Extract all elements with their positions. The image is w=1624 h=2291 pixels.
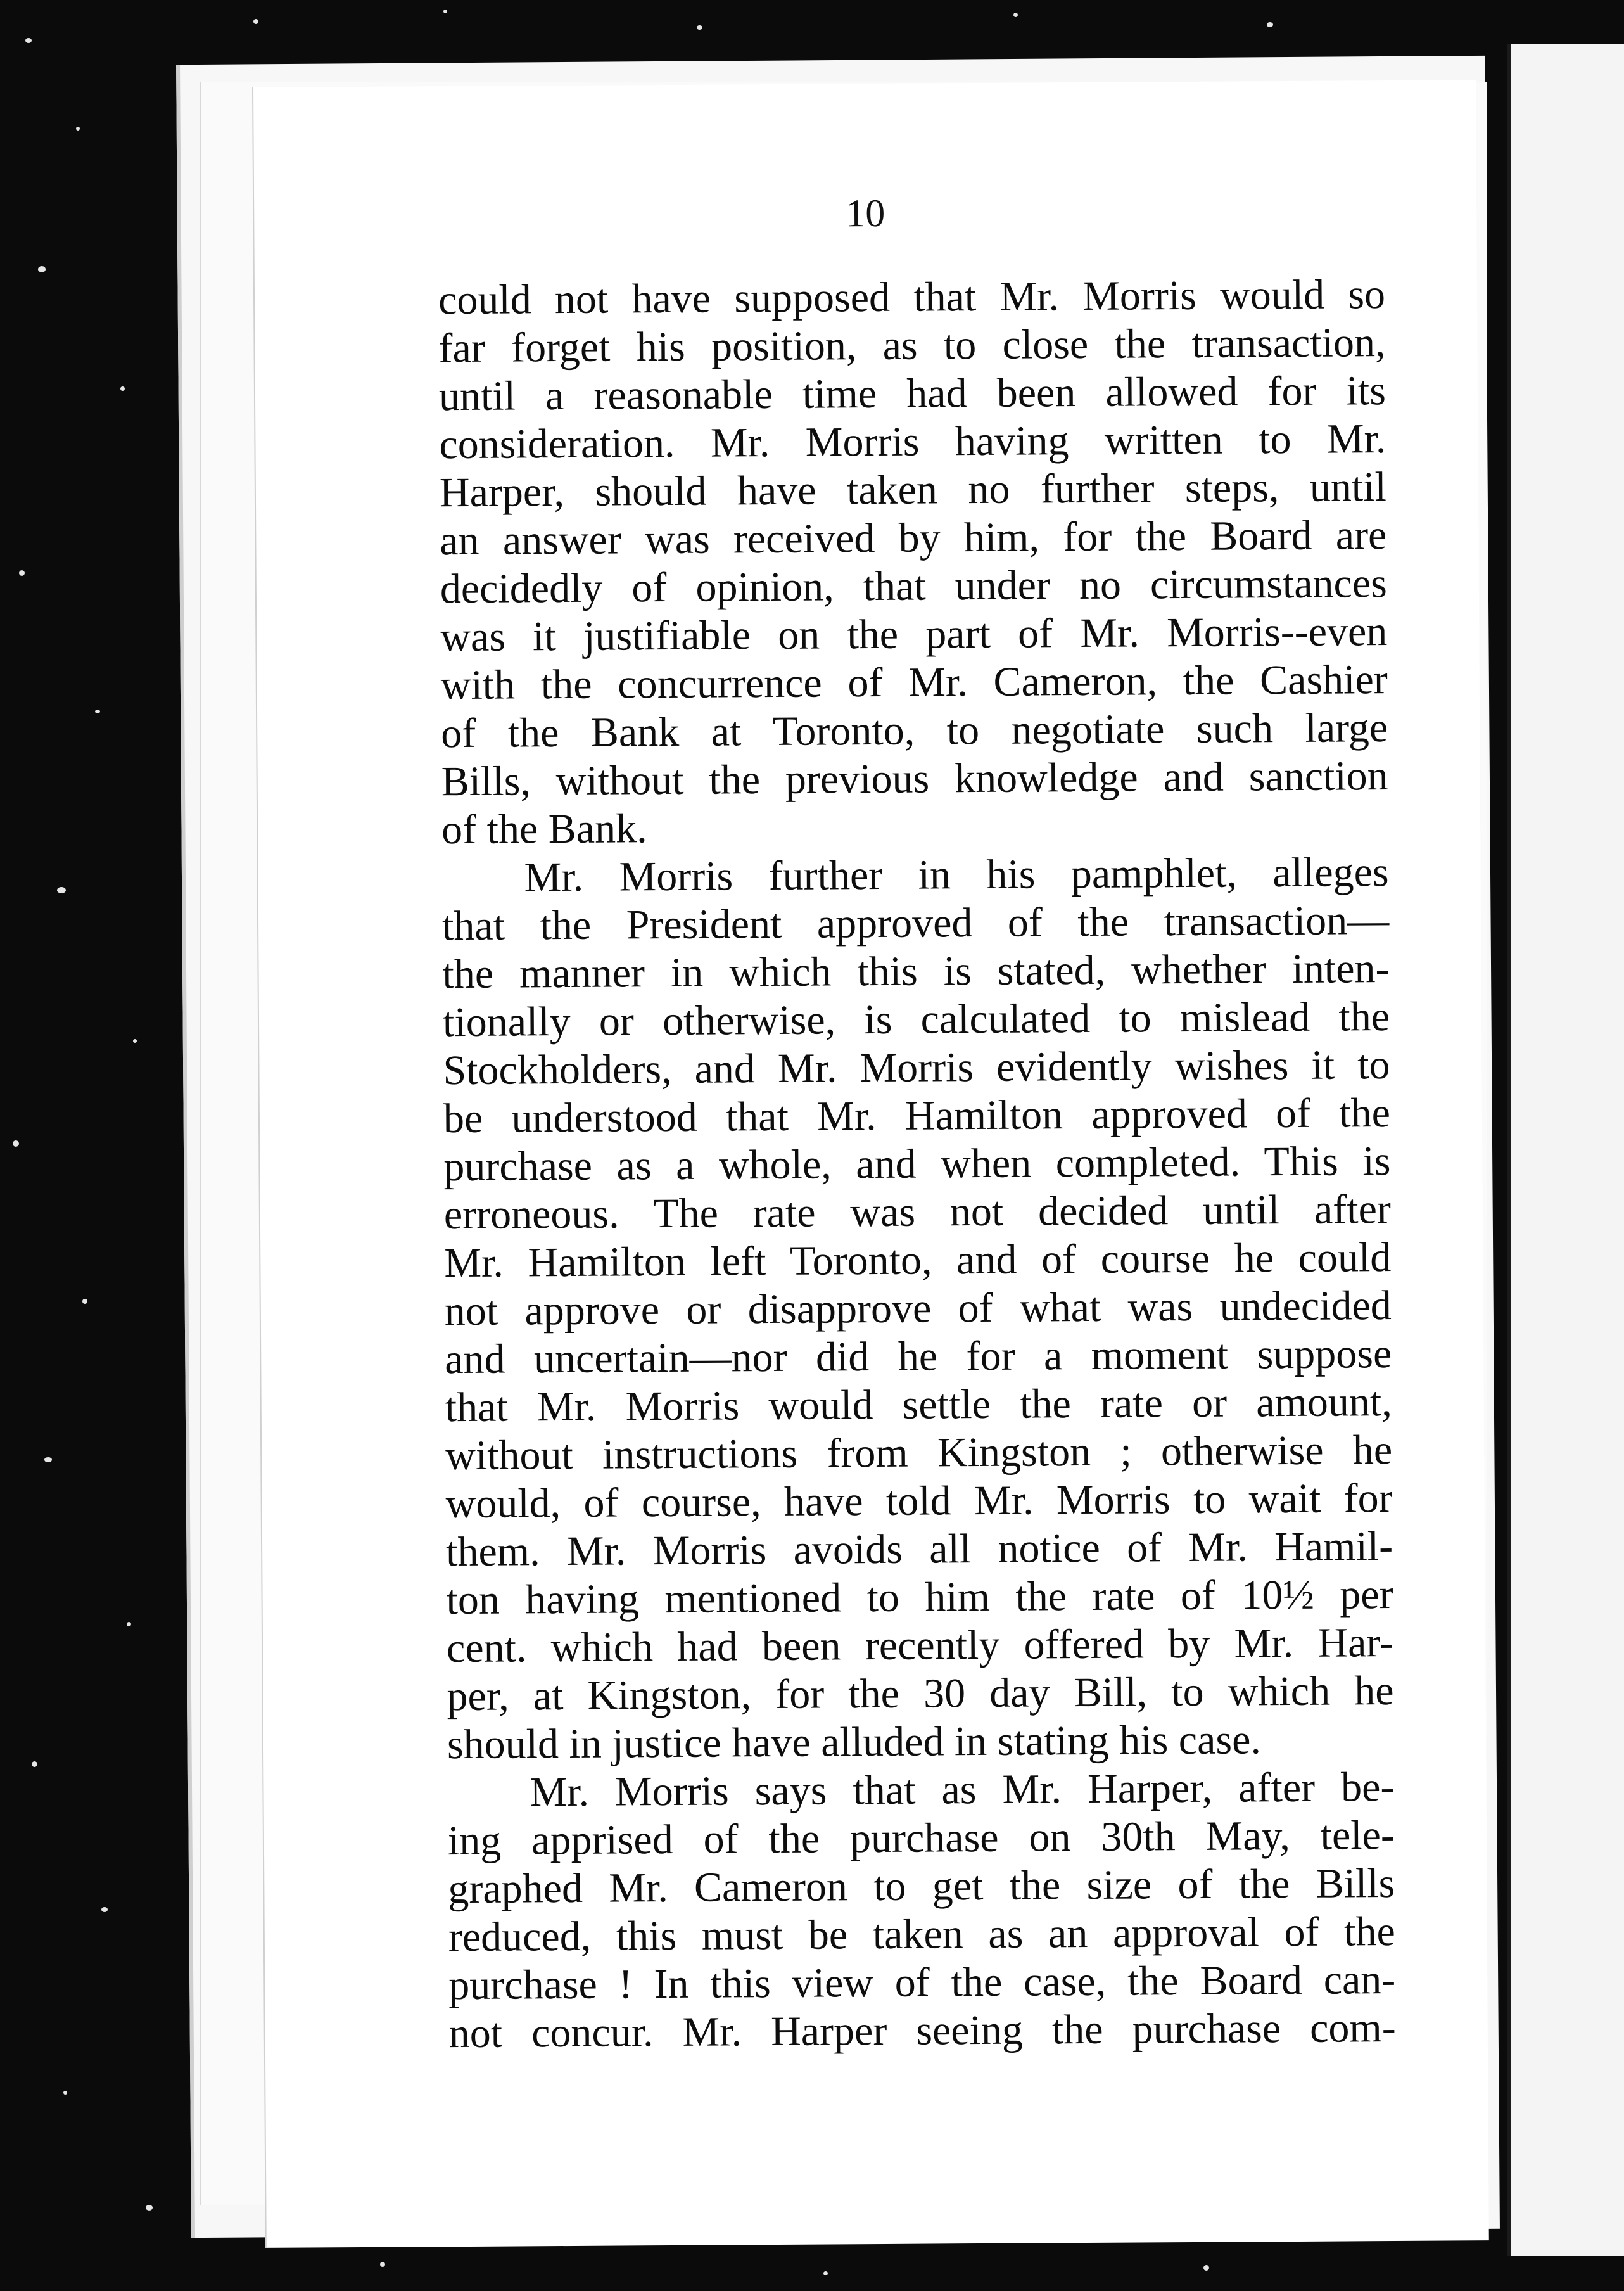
text-line: was it justifiable on the part of Mr. Morris--even — [440, 608, 1388, 661]
text-line: decidedly of opinion, that under no circumstances — [440, 560, 1388, 613]
book-page — [252, 80, 1489, 2248]
text-line: Mr. Morris says that as Mr. Harper, after be- — [530, 1764, 1395, 1816]
text-line: that Mr. Morris would settle the rate or amount, — [445, 1379, 1392, 1431]
text-line: could not have supposed that Mr. Morris would so — [438, 271, 1386, 324]
text-line: erroneous. The rate was not decided until after — [443, 1186, 1392, 1239]
text-line: of the Bank at Toronto, to negotiate such large — [441, 705, 1388, 757]
text-line: tionally or otherwise, is calculated to mislead the — [442, 993, 1390, 1046]
text-line: consideration. Mr. Morris having written to Mr. — [439, 416, 1386, 468]
body-text — [438, 271, 1396, 2058]
text-line: per, at Kingston, for the 30 day Bill, to which he — [447, 1668, 1394, 1720]
text-line: the manner in which this is stated, whether inten- — [442, 945, 1390, 998]
text-line: with the concurrence of Mr. Cameron, the Cashier — [440, 656, 1388, 709]
adjacent-page-strip — [1507, 44, 1624, 2256]
text-line: Stockholders, and Mr. Morris evidently wishes it to — [443, 1042, 1390, 1094]
text-line: should in justice have alluded in stating his case. — [447, 1716, 1262, 1768]
text-line: Harper, should have taken no further steps, until — [439, 464, 1387, 516]
text-line: without instructions from Kingston ; otherwise he — [445, 1427, 1393, 1479]
text-line: and uncertain—nor did he for a moment suppose — [445, 1331, 1392, 1383]
text-line: ton having mentioned to him the rate of 10½ per — [446, 1571, 1393, 1624]
text-line: Bills, without the previous knowledge and sanction — [441, 753, 1388, 805]
text-line: be understood that Mr. Hamilton approved of the — [443, 1090, 1391, 1142]
text-line: cent. which had been recently offered by Mr. Har- — [446, 1619, 1394, 1672]
text-line: purchase ! In this view of the case, the Board can- — [448, 1956, 1396, 2009]
text-line: them. Mr. Morris avoids all notice of Mr. Hamil- — [445, 1523, 1393, 1576]
text-line: would, of course, have told Mr. Morris to wait for — [445, 1475, 1393, 1528]
text-line: until a reasonable time had been allowed for its — [438, 367, 1386, 420]
text-line: an answer was received by him, for the Board are — [440, 512, 1387, 565]
text-line: not approve or disapprove of what was undecided — [444, 1282, 1392, 1335]
page-number: 10 — [846, 191, 885, 236]
text-line: purchase as a whole, and when completed. This is — [443, 1138, 1391, 1190]
text-line: Mr. Hamilton left Toronto, and of course he could — [444, 1234, 1392, 1287]
text-line: that the President approved of the transaction— — [441, 897, 1390, 950]
text-line: reduced, this must be taken as an approval of the — [448, 1908, 1396, 1961]
text-line: far forget his position, as to close the transaction, — [438, 319, 1386, 372]
text-line: graphed Mr. Cameron to get the size of the Bills — [448, 1860, 1395, 1913]
text-line: of the Bank. — [441, 805, 647, 853]
text-line: not concur. Mr. Harper seeing the purchase com- — [448, 2005, 1396, 2057]
text-line: Mr. Morris further in his pamphlet, alleges — [524, 849, 1389, 901]
text-line: ing apprised of the purchase on 30th May, tele- — [447, 1812, 1395, 1865]
